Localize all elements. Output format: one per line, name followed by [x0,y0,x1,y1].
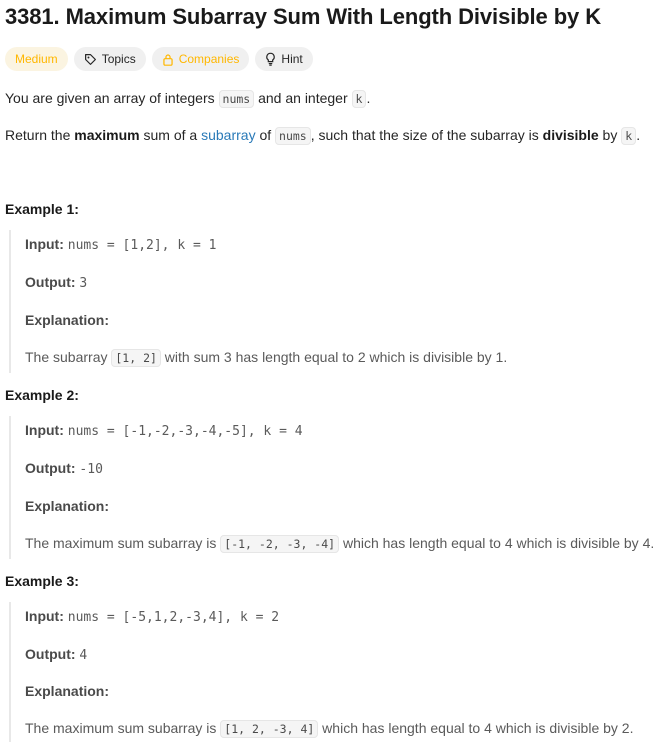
example-2-output: Output: -10 [25,460,103,477]
example-3-explanation-label: Explanation: [25,683,110,699]
companies-button[interactable] [152,47,250,71]
example-2-block [9,416,654,559]
topics-button[interactable] [74,47,146,71]
example-1-title: Example 1: [5,201,79,217]
inline-code: nums [275,127,311,145]
example-1-block [9,230,654,373]
difficulty-badge[interactable]: Medium [5,47,68,71]
example-2-explanation: The maximum sum subarray is [-1, -2, -3, -4] which has length equal to 4 which is divisible by 4. [25,535,655,551]
hint-button[interactable] [255,47,312,71]
example-3-input: Input: nums = [-5,1,2,-3,4], k = 2 [25,608,280,625]
description-paragraph-2: Return the maximum sum of a subarray of nums , such that the size of the subarray is divisible by k . [5,127,641,143]
companies-label: Companies [178,52,240,66]
example-1-explanation-label: Explanation: [25,312,110,328]
tag-bar [5,47,313,71]
tag-icon [84,53,97,66]
lock-icon [162,53,174,66]
inline-code: k [352,90,367,108]
inline-code: nums [219,90,255,108]
example-2-explanation-label: Explanation: [25,498,110,514]
example-2-input: Input: nums = [-1,-2,-3,-4,-5], k = 4 [25,422,303,439]
subarray-link[interactable]: subarray [201,127,256,143]
example-2-title: Example 2: [5,387,79,403]
problem-title: 3381. Maximum Subarray Sum With Length Divisible by K [5,4,601,29]
topics-label: Topics [101,52,136,66]
lightbulb-icon [265,52,276,66]
example-3-title: Example 3: [5,573,79,589]
inline-code: k [621,127,636,145]
example-1-explanation: The subarray [1, 2] with sum 3 has length equal to 2 which is divisible by 1. [25,349,508,365]
example-3-output: Output: 4 [25,646,88,663]
description-paragraph-1: You are given an array of integers nums and an integer k . [5,90,371,106]
example-3-block [9,602,654,742]
example-1-input: Input: nums = [1,2], k = 1 [25,236,217,253]
example-3-explanation: The maximum sum subarray is [1, 2, -3, 4] which has length equal to 4 which is divisible by 2. [25,720,634,736]
hint-label: Hint [281,52,303,66]
example-1-output: Output: 3 [25,274,88,291]
